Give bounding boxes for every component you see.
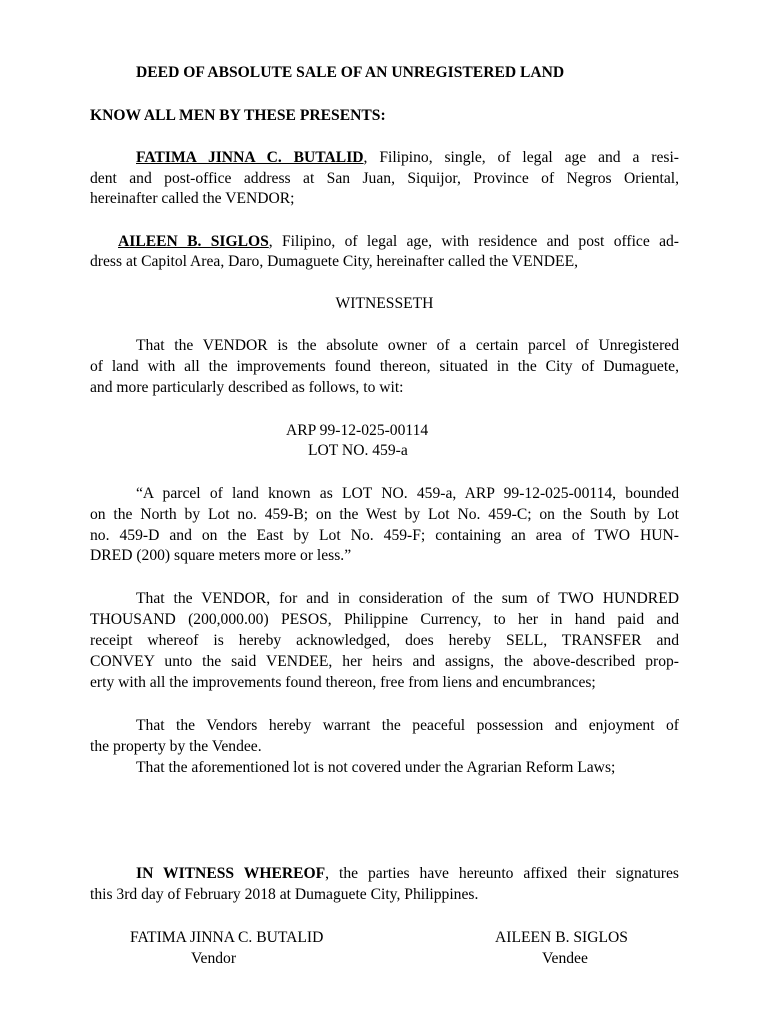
vendor-paragraph-line-2: dent and post-office address at San Juan, Siquijor, Province of Negros Oriental,	[90, 170, 679, 187]
owner-paragraph-line-2: of land with all the improvements found thereon, situated in the City of Dumaguete,	[90, 358, 679, 375]
consideration-paragraph-line-2: THOUSAND (200,000.00) PESOS, Philippine Currency, to her in hand paid and	[90, 611, 679, 628]
vendor-signature-role: Vendor	[191, 950, 237, 967]
document-title: DEED OF ABSOLUTE SALE OF AN UNREGISTERED LAND	[136, 64, 565, 81]
lot-number: LOT NO. 459-a	[308, 442, 408, 459]
consideration-paragraph-line-1: That the VENDOR, for and in consideration of the sum of TWO HUNDRED	[136, 590, 679, 607]
vendee-paragraph-line-1: AILEEN B. SIGLOS, Filipino, of legal age, with residence and post office ad-	[118, 233, 679, 250]
vendor-paragraph-line-1: FATIMA JINNA C. BUTALID, Filipino, single, of legal age and a resi-	[136, 149, 679, 166]
vendor-paragraph-line-3: hereinafter called the VENDOR;	[90, 190, 295, 207]
intro-heading: KNOW ALL MEN BY THESE PRESENTS:	[90, 107, 386, 124]
vendee-name: AILEEN B. SIGLOS	[118, 233, 269, 250]
arp-number: ARP 99-12-025-00114	[286, 422, 429, 439]
description-paragraph-line-4: DRED (200) square meters more or less.”	[90, 547, 352, 564]
vendor-signature-name: FATIMA JINNA C. BUTALID	[130, 929, 324, 946]
description-paragraph-line-3: no. 459-D and on the East by Lot No. 459-F; containing an area of TWO HUN-	[90, 527, 679, 544]
witness-heading: IN WITNESS WHEREOF	[136, 865, 326, 882]
witness-paragraph-line-1: IN WITNESS WHEREOF, the parties have hereunto affixed their signatures	[136, 865, 679, 882]
consideration-paragraph-line-5: erty with all the improvements found thereon, free from liens and encumbrances;	[90, 674, 596, 691]
warranty-paragraph-line-1: That the Vendors hereby warrant the peaceful possession and enjoyment of	[136, 717, 679, 734]
consideration-paragraph-line-3: receipt whereof is hereby acknowledged, does hereby SELL, TRANSFER and	[90, 632, 679, 649]
agrarian-clause: That the aforementioned lot is not covered under the Agrarian Reform Laws;	[136, 759, 616, 776]
owner-paragraph-line-1: That the VENDOR is the absolute owner of a certain parcel of Unregistered	[136, 337, 679, 354]
description-paragraph-line-1: “A parcel of land known as LOT NO. 459-a, ARP 99-12-025-00114, bounded	[136, 485, 679, 502]
vendee-signature-name: AILEEN B. SIGLOS	[495, 929, 628, 946]
vendee-signature-role: Vendee	[542, 950, 588, 967]
vendee-paragraph-line-2: dress at Capitol Area, Daro, Dumaguete City, hereinafter called the VENDEE,	[90, 253, 579, 270]
warranty-paragraph-line-2: the property by the Vendee.	[90, 738, 262, 755]
owner-paragraph-line-3: and more particularly described as follows, to wit:	[90, 379, 404, 396]
vendor-name: FATIMA JINNA C. BUTALID	[136, 149, 364, 166]
witness-paragraph-line-2: this 3rd day of February 2018 at Dumaguete City, Philippines.	[90, 886, 479, 903]
witnesseth-heading: WITNESSETH	[335, 295, 434, 312]
description-paragraph-line-2: on the North by Lot no. 459-B; on the West by Lot No. 459-C; on the South by Lot	[90, 506, 679, 523]
consideration-paragraph-line-4: CONVEY unto the said VENDEE, her heirs and assigns, the above-described prop-	[90, 653, 679, 670]
